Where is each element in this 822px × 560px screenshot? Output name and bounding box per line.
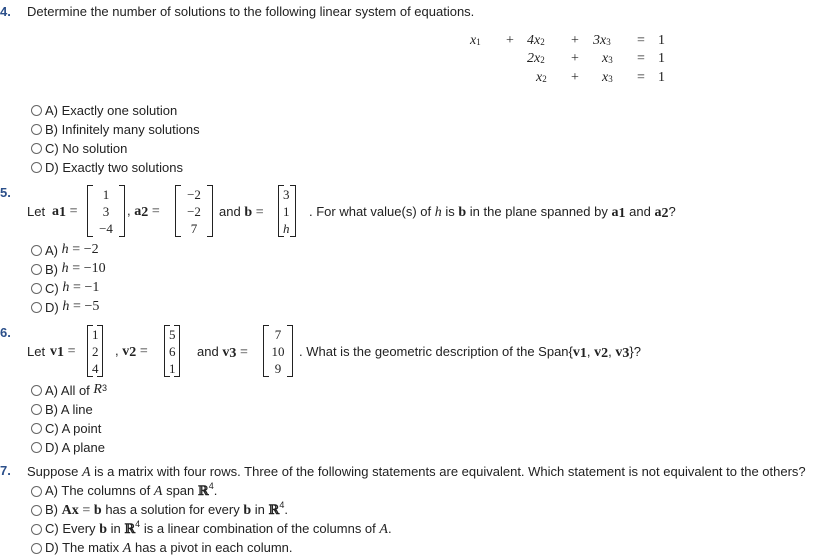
option-label: D) A plane xyxy=(45,439,105,455)
vector-entry: 2 xyxy=(92,344,99,359)
vector-entry: 7 xyxy=(190,221,198,236)
option-label: A) Exactly one solution xyxy=(45,102,178,118)
vector-entry: 3 xyxy=(102,204,110,219)
vector-entry: −2 xyxy=(187,204,201,219)
a2-name: , $a_2$ = xyxy=(127,203,160,220)
term-x3: $x_3$ xyxy=(602,51,613,66)
v1-name: $v_1$ = xyxy=(50,344,76,360)
plus-sign: + xyxy=(571,70,579,85)
term-4x2: $4x_2$ xyxy=(527,33,545,48)
radio-button[interactable] xyxy=(31,404,42,415)
v3-name: and $v_3$ = xyxy=(197,344,248,361)
radio-button[interactable] xyxy=(31,486,42,497)
radio-button[interactable] xyxy=(31,524,42,535)
vector-entry: 7 xyxy=(274,327,282,342)
vector-entry: 1 xyxy=(283,204,290,219)
option-c[interactable] xyxy=(31,520,392,538)
option-c[interactable] xyxy=(31,139,127,157)
b-name: and b = xyxy=(219,204,264,220)
option-label: A) All of xyxy=(45,382,90,398)
option-label: A) xyxy=(45,242,58,258)
term-x3: $x_3$ xyxy=(602,70,613,85)
vector-v1 xyxy=(87,325,103,377)
radio-button[interactable] xyxy=(31,543,42,554)
option-label: C) xyxy=(45,280,59,296)
option-label: D) Exactly two solutions xyxy=(45,159,183,175)
option-b[interactable] xyxy=(31,120,200,138)
vector-entry: 6 xyxy=(169,344,176,359)
vector-entry: h xyxy=(283,221,290,236)
equals-sign: = xyxy=(637,70,645,85)
vector-entry: 1 xyxy=(169,361,176,376)
radio-button[interactable] xyxy=(31,385,42,396)
radio-button[interactable] xyxy=(31,124,42,135)
rhs-value: 1 xyxy=(658,70,665,85)
vector-entry: 10 xyxy=(271,344,285,359)
option-a[interactable]: A) All of R $^3$ xyxy=(31,381,107,399)
plus-sign: + xyxy=(571,33,579,48)
option-label: B) Infinitely many solutions xyxy=(45,121,200,137)
vector-v2 xyxy=(164,325,180,377)
term-x2: $x_2$ xyxy=(536,70,547,85)
option-label: D) The matix A has a pivot in each column. xyxy=(45,539,293,556)
let-label: Let xyxy=(27,204,46,219)
vector-entry: 1 xyxy=(102,187,110,202)
vector-entry: 1 xyxy=(92,327,99,342)
option-label: C) Every b in ℝ$^4$ is a linear combination of the columns of A. xyxy=(45,518,392,537)
radio-button[interactable] xyxy=(31,505,42,516)
option-d[interactable]: D) h = −5 xyxy=(31,298,99,316)
vector-v3 xyxy=(263,325,293,377)
equals-sign: = xyxy=(637,51,645,66)
option-label: C) A point xyxy=(45,420,102,436)
vector-b xyxy=(278,185,296,237)
a1-name: $a_1$ = xyxy=(52,204,78,220)
term-x1: $x_1$ xyxy=(470,33,481,48)
vector-entry: 4 xyxy=(92,361,99,376)
radio-button[interactable] xyxy=(31,143,42,154)
option-label: C) No solution xyxy=(45,140,128,156)
v2-name: , $v_2$ = xyxy=(115,343,148,360)
radio-button[interactable] xyxy=(31,264,42,275)
vector-entry: −4 xyxy=(99,221,113,236)
vector-entry: −2 xyxy=(187,187,201,202)
question-number: 4. xyxy=(0,4,11,19)
option-label: B) Ax = b has a solution for every b in ℝ$^4$. xyxy=(45,499,288,518)
radio-button[interactable] xyxy=(31,283,42,294)
question-prompt: Suppose A is a matrix with four rows. Three of the following statements are equivalent. Which statement is not equivalent to the others? xyxy=(27,464,806,480)
rhs-value: 1 xyxy=(658,33,665,48)
option-b[interactable] xyxy=(31,400,93,418)
plus-sign: + xyxy=(506,33,514,48)
option-a[interactable]: A) h = −2 xyxy=(31,241,99,259)
option-label: A) The columns of A span ℝ$^4$. xyxy=(45,480,218,499)
option-d[interactable] xyxy=(31,539,293,557)
term-2x2: $2x_2$ xyxy=(527,51,545,66)
radio-button[interactable] xyxy=(31,105,42,116)
term-3x3: $3x_3$ xyxy=(593,33,611,48)
option-d[interactable] xyxy=(31,438,105,456)
vector-a2 xyxy=(175,185,213,237)
radio-button[interactable] xyxy=(31,162,42,173)
radio-button[interactable] xyxy=(31,245,42,256)
question-prompt: . For what value(s) of h is b in the plane spanned by $a_1$ and $a_2$? xyxy=(309,204,676,221)
option-c[interactable] xyxy=(31,419,101,437)
rhs-value: 1 xyxy=(658,51,665,66)
question-prompt: Determine the number of solutions to the following linear system of equations. xyxy=(27,4,475,19)
option-b[interactable] xyxy=(31,501,288,519)
option-b[interactable]: B) h = −10 xyxy=(31,260,106,278)
option-d[interactable] xyxy=(31,158,183,176)
option-label: B) A line xyxy=(45,401,93,417)
equals-sign: = xyxy=(637,33,645,48)
question-number: 5. xyxy=(0,185,11,200)
radio-button[interactable] xyxy=(31,423,42,434)
plus-sign: + xyxy=(571,51,579,66)
question-number: 6. xyxy=(0,325,11,340)
question-prompt: . What is the geometric description of the $Span\{v_1$, $v_2$, $v_3$}? xyxy=(299,344,641,361)
let-label: Let xyxy=(27,344,46,359)
vector-entry: 5 xyxy=(169,327,176,342)
option-label: B) xyxy=(45,261,58,277)
vector-entry: 9 xyxy=(274,361,282,376)
radio-button[interactable] xyxy=(31,442,42,453)
option-a[interactable] xyxy=(31,482,217,500)
vector-entry: 3 xyxy=(283,187,290,202)
option-label: D) xyxy=(45,299,59,315)
radio-button[interactable] xyxy=(31,302,42,313)
vector-a1 xyxy=(87,185,125,237)
option-a[interactable] xyxy=(31,101,177,119)
question-number: 7. xyxy=(0,463,11,478)
option-c[interactable]: C) h = −1 xyxy=(31,279,99,297)
